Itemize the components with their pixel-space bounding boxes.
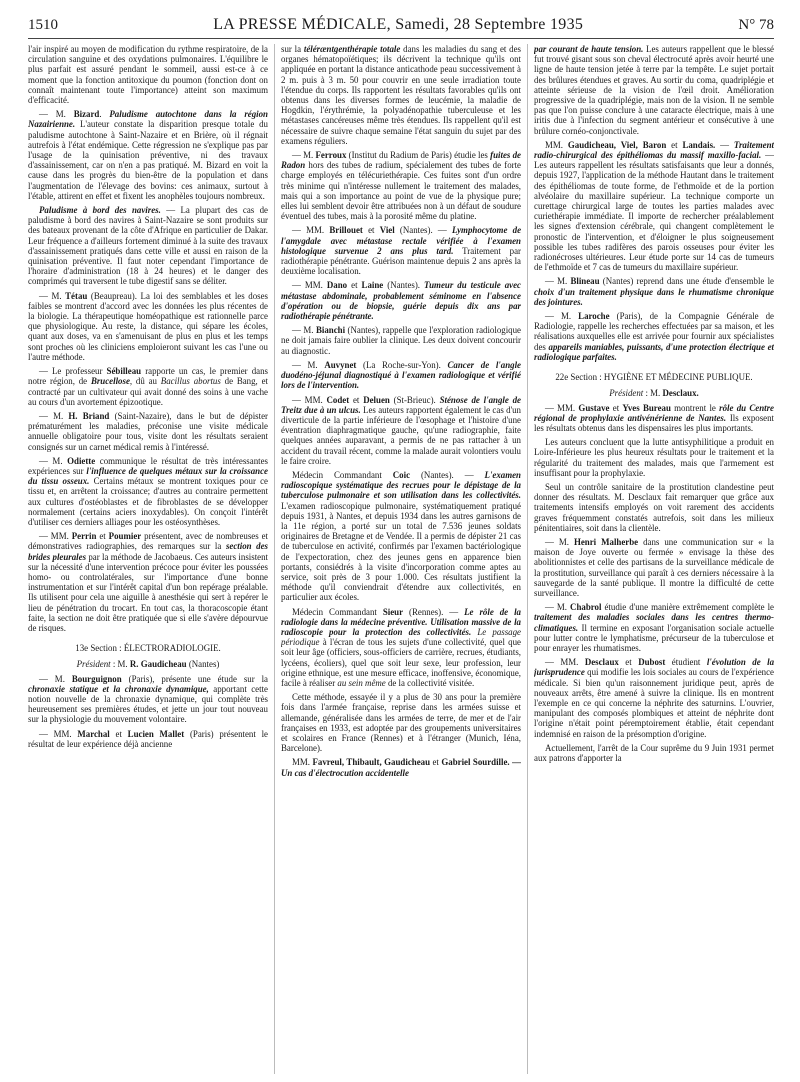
author-name: Brillouet xyxy=(329,225,363,236)
article-title: Tumeur du testicule avec métastase abdominale, probablement séminome en l'absence d'opération ou de biopsie, guérie depuis dix ans par radiothérapie pénétrante. xyxy=(281,280,521,322)
paragraph: MM. Gaudicheau, Viel, Baron et Landais. — Traitement radio-chirurgical des épithéliomas du massif maxillo-facial. — Les auteurs rappellent les résultats satisfaisants que leur a donnés, depuis 1927, l'application de la méthode Hautant dans le traitement des épithéliomas de toute forme, de l'ethmoïde et de la portion alvéolaire du maxillaire supérieur. La technique comporte un curettage chirurgical large de toutes les parties malades avec curiethérapie immédiate. Il importe de rechercher préalablement les signes d'extension cérébrale, qui changent complètement le pronostic de l'intervention, et d'éloigner le plus soigneusement possible les tubes radifères des parois osseuses pour éviter les radionécroses ultérieures. Leur étude porte sur 14 cas de tumeurs de l'ethmoïde et 7 cas de tumeurs du maxillaire supérieur. xyxy=(534,139,774,273)
author-name: Gabriel Sourdille. xyxy=(441,757,510,768)
paragraph: — MM. Codet et Deluen (St-Brieuc). Sténose de l'angle de Treitz due à un ulcus. Les auteurs rapportent également le cas d'un diverticule de la partie inférieure de l'œsophage et l'histoire d'une éventration diaphragmatique gauche, qu'une radiographie, faite quelques années auparavant, a permis de ne pas rattacher à un accident du travail récent, comme la malade aurait volontiers voulu le faire croire. xyxy=(281,394,521,466)
paragraph: — M. Laroche (Paris), de la Compagnie Générale de Radiologie, rappelle les recherches effectuées par sa maison, et les réalisations auxquelles elle est arrivée pour fournir aux spécialistes des appareils maniables, puissants, d'une protection électrique et radiologique parfaites. xyxy=(534,311,774,362)
author-name: Laroche xyxy=(578,311,610,322)
paragraph: Médecin Commandant Sieur (Rennes). — Le rôle de la radiologie dans la médecine préventive. Utilisation massive de la radioscopie pour la protection des collectivités. Le passage périodique à l'écran de tous les sujets d'une collectivité, quel que soit leur âge (officiers, sous-officiers de carrière, recrues, étudiants, lycéens, écoliers), quel que soit leur sexe, leur profession, leur origine ethnique, est une mesure efficace, inoffensive, économique, facile à réaliser au sein même de la collectivité visitée. xyxy=(281,606,521,688)
article-title: Le rôle de la radiologie dans la médecine préventive. Utilisation massive de la radioscopie pour la protection des collectivités. xyxy=(281,606,521,637)
paragraph: — M. Bianchi (Nantes), rappelle que l'exploration radiologique ne doit jamais faire oublier la clinique. Les deux doivent concourir au diagnostic. xyxy=(281,325,521,356)
paragraph: — Le professeur Sébilleau rapporte un cas, le premier dans notre région, de Brucellose, dû au Bacillus abortus de Bang, et contracté par un cultivateur qui avait donné des soins à une vache au cours d'un avortement épizootique. xyxy=(28,366,268,407)
author-name: Favreul, Thibault, Gaudicheau xyxy=(312,757,431,768)
author-name: Poumier xyxy=(108,531,142,542)
author-name: Coic xyxy=(392,469,411,480)
article-title: L'examen radioscopique systématique des recrues pour le dépistage de la tuberculose pulmonaire et son utilisation dans les collectivités. xyxy=(281,469,521,501)
page-header xyxy=(28,16,774,39)
paragraph: — M. Ferroux (Institut du Radium de Paris) étudie les fuites de Radon hors des tubes de radium, spécialement des tubes de forte charge employés en télécuriethérapie. Ces fuites sont d'un ordre très minime qui n'intéresse nullement le traitement des malades, mais qui a son importance au point de vue de la physique pure; elles lui semblent devoir être attribuées non à un défaut de soudure éventuel des tubes, mais à la porosité même du platine. xyxy=(281,150,521,222)
author-name: Gustave xyxy=(578,402,610,413)
article-title: appareils maniables, puissants, d'une protection électrique et radiologique parfaites. xyxy=(534,341,774,362)
author-name: Marchal xyxy=(77,728,110,739)
author-name: Bizard xyxy=(73,109,100,120)
section-president: Président : M. Desclaux. xyxy=(609,388,699,399)
article-title: l'influence de quelques métaux sur la croissance du tissu osseux. xyxy=(28,465,268,487)
paragraph: — M. Bizard. Paludisme autochtone dans la région Nazairienne. L'auteur constate la disparition presque totale du paludisme autochtone à Saint-Nazaire et en Brière, où il régnait autrefois à l'état endémique. Cette régression ne s'explique pas par l'usage de la quinisation préventive, ni des travaux d'assainissement, car on n'en a pas pratiqué. M. Bizard en voit la cause dans les progrès du bien-être de la population et dans l'augmentation de l'élevage des bovins: ces animaux, surtout à l'étable, attirent en effet et fixent les anophèles toujours nombreux. xyxy=(28,109,268,201)
paragraph: Paludisme à bord des navires. — La plupart des cas de paludisme à bord des navires à Saint-Nazaire se sont produits sur des bateaux provenant de la côte d'Afrique en particulier de Dakar. Leur fréquence a d'ailleurs fortement diminué à la suite des travaux d'assainissement pratiqués dans cette ville et aussi en raison de la quinisation préventive. Il faut noter cependant l'importance de l'horaire d'administration (18 à 24 heures) et le danger des comprimés qui traversent le tube digestif sans se déliter. xyxy=(28,205,268,287)
author-name: Viel xyxy=(379,225,395,236)
paragraph: — MM. Marchal et Lucien Mallet (Paris) présentent le résultat de leur expérience déjà ancienne xyxy=(28,728,268,749)
author-name: Landais. xyxy=(682,139,716,150)
section-president: Président : M. R. Gaudicheau (Nantes) xyxy=(76,659,220,670)
author-name: Desclaux xyxy=(584,657,619,668)
author-name: Laine xyxy=(361,280,384,291)
article-title: Lymphocytome de l'amygdale avec métastase rectale vérifiée à l'examen histologique survenue 2 ans plus tard. xyxy=(281,225,521,256)
column-right xyxy=(534,44,774,1074)
author-name: Gaudicheau, Viel, Baron xyxy=(567,139,667,150)
author-name: Ferroux xyxy=(315,150,347,161)
paragraph: sur la téléræntgenthérapie totale dans les maladies du sang et des organes hématopoïétiques; ils décrivent la technique qu'ils ont appliquée en portant la distance anticathode peau successivement à 2 m. puis à 3 m. 50 pour couvrir en une seule irradiation toute l'étendue du corps. Ils rapportent les résultats favorables qu'ils ont obtenus dans les diverses formes de leucémie, la maladie de Hogdkin, l'érythrémie, la polyadénopathie tuberculeuse et les métastases cancéreuses même très étendues. Ils rappellent qu'il est nécessaire de suivre chaque semaine l'état sanguin du sujet par des examens réguliers. xyxy=(281,44,521,146)
article-title: traitement des maladies sociales dans les centres thermo-climatiques. xyxy=(534,612,774,633)
author-name: Odiette xyxy=(67,455,96,466)
author-name: H. Briand xyxy=(68,410,110,421)
author-name: Lucien Mallet xyxy=(127,728,185,739)
paragraph: — MM. Dano et Laine (Nantes). Tumeur du testicule avec métastase abdominale, probablement séminome en l'absence d'opération ou de biopsie, guérie depuis dix ans par radiothérapie pénétrante. xyxy=(281,280,521,322)
article-title: Cancer de l'angle duodéno-jéjunal diagnostiqué à l'examen radiologique et vérifié lors de l'intervention. xyxy=(281,359,521,391)
author-name: Auvynet xyxy=(324,359,357,370)
issue-date: Samedi, 28 Septembre 1935 xyxy=(395,16,584,33)
paragraph: — MM. Perrin et Poumier présentent, avec de nombreuses et démonstratives radiographies, des remarques sur la section des brides pleurales par la méthode de Jacobaeus. Ces auteurs insistent sur la nécessité d'une intervention précoce pour éviter les poussées homo- ou controlatérales, sur l'importance d'une bonne instrumentation et sur l'intérêt capital d'un bon repérage préalable. Ils utilisent pour cela une aiguille à anesthésie qui sert à repérer le lieu de pénétration du trocart. En tout cas, la thoracoscopie étant faite, la section ne doit être pratiquée que si elle s'avère dépourvue de risques. xyxy=(28,531,268,633)
column-divider xyxy=(274,44,275,1074)
paragraph: MM. Favreul, Thibault, Gaudicheau et Gabriel Sourdille. — Un cas d'électrocution accidentelle xyxy=(281,757,521,778)
author-name: Sieur xyxy=(382,606,404,617)
article-title: — Un cas d'électrocution accidentelle xyxy=(281,757,521,778)
paragraph: Actuellement, l'arrêt de la Cour suprême du 9 Juin 1931 permet aux patrons d'apporter la xyxy=(534,742,774,763)
author-name: Dubost xyxy=(638,657,666,668)
paragraph: — M. Auvynet (La Roche-sur-Yon). Cancer de l'angle duodéno-jéjunal diagnostiqué à l'examen radiologique et vérifié lors de l'intervention. xyxy=(281,359,521,391)
author-name: Tétau xyxy=(65,290,88,301)
section-heading: 13e Section : ÉLECTRORADIOLOGIE. xyxy=(75,643,221,654)
column-middle xyxy=(281,44,521,1074)
author-name: Sébilleau xyxy=(106,366,142,377)
author-name: Chabrol xyxy=(570,602,602,613)
paragraph: Cette méthode, essayée il y a plus de 30 ans pour la première fois dans l'armée française, reprise dans les armées suisse et allemande, généralisée dans les armées de terre, de mer et de l'air françaises en 1933, est adoptée par des groupements universitaires et scolaires en France (Rennes) et à l'étranger (Munich, Iéna, Barcelone). xyxy=(281,692,521,754)
section-heading: 22e Section : HYGIÈNE ET MÉDECINE PUBLIQUE. xyxy=(555,372,753,383)
paragraph: Médecin Commandant Coic (Nantes). — L'examen radioscopique systématique des recrues pour le dépistage de la tuberculose pulmonaire et son utilisation dans les collectivités. L'examen radioscopique pulmonaire, systématiquement pratiqué depuis 1931, à Nantes, et depuis 1934 dans les autres garnisons de la 11e région, a porté sur un total de 7.536 jeunes soldats originaires de Bretagne et de Vendée. Il a permis de dépister 21 cas de tuberculose en activité, confirmés par l'examen bactériologique de l'expectoration, chez des jeunes gens en apparence bien portants, consiédrés à la visite d'incorporation comme aptes au service, soit près de 3 pour 1.000. Ces résultats justifient la méthode qu'il conviendrait d'étendre aux collectivités, en particulier aux écoles. xyxy=(281,469,521,603)
article-title: choix d'un traitement physique dans le rhumatisme chronique des jointures. xyxy=(534,286,774,307)
paragraph: — MM. Desclaux et Dubost étudient l'évolution de la jurisprudence qui modifie les lois sociales au cours de l'expérience médicale. Si bien qu'un raisonnement juridique peut, après de nouveaux arrêts, être amené à suivre la clinique. Ils en montrent l'exemple en ce qui concerne la néphrite des saturnins. L'ouvrier, manipulant des composés plombiques et atteint de néphrite dont l'origine n'était point péremptoirement établie, était cependant indemnisé en raison de la présomption d'origine. xyxy=(534,657,774,739)
author-name: Blineau xyxy=(570,276,600,287)
issue-number: N° 78 xyxy=(738,17,774,33)
article-title: l'évolution de la jurisprudence xyxy=(534,657,774,678)
paragraph: Les auteurs concluent que la lutte antisyphilitique a produit en Loire-Inférieure les plus heureux résultats pour le traitement et la régularité du traitement des malades, mais que l'armement est insuffisant pour la prophylaxie. xyxy=(534,437,774,478)
author-name: Deluen xyxy=(363,394,390,405)
paragraph: Seul un contrôle sanitaire de la prostitution clandestine peut donner des résultats. M. Desclaux fait remarquer que grâce aux traitements intensifs employés on voit rarement des accidents graves fréquemment constatés autrefois, soit dans les milieux pénitentiaires, soit dans la clientèle. xyxy=(534,481,774,533)
author-name: Bianchi xyxy=(315,325,346,336)
paragraph: — M. Bourguignon (Paris), présente une étude sur la chronaxie statique et la chronaxie dynamique, apportant cette notion nouvelle de la chronaxie dynamique, qui complète très heureusement ses premières études, et jette un jour tout nouveau sur la physiologie du mouvement volontaire. xyxy=(28,673,268,725)
article-title: Sténose de l'angle de Treitz due à un ulcus. xyxy=(281,394,521,415)
author-name: Dano xyxy=(326,280,348,291)
page-number: 1510 xyxy=(28,17,58,33)
paragraph: — MM. Gustave et Yves Bureau montrent le rôle du Centre régional de prophylaxie antivénérienne de Nantes. Ils exposent les résultats obtenus dans les dispensaires les plus importants. xyxy=(534,402,774,433)
author-name: Perrin xyxy=(71,531,97,542)
article-title: rôle du Centre régional de prophylaxie antivénérienne de Nantes. xyxy=(534,402,774,423)
paragraph: — M. Odiette communique le résultat de très intéressantes expériences sur l'influence de quelques métaux sur la croissance du tissu osseux. Certains métaux se montrent toxiques pour ce tissu et, en arrêtent la croissance; d'autres au contraire permettent aux cultures d'ostéoblastes et de fibroblastes de se développer normalement (certains aciers inoxydables). On conçoit l'intérêt d'utiliser ces derniers alliages pour les ostéosynthèses. xyxy=(28,455,268,527)
author-name: Henri Malherbe xyxy=(573,536,639,547)
column-left xyxy=(28,44,268,1074)
column-divider xyxy=(527,44,528,1074)
article-title: Brucellose xyxy=(90,376,130,387)
paragraph: — M. Henri Malherbe dans une communication sur « la maison de Joye ouverte ou fermée » envisage la thèse des abolitionnistes et celle des partisans de la surveillance médicale de la prostitution, surveillance qui paraît à ces derniers nécessaire à la sauvegarde de la santé publique. Il montre la difficulté de cette surveillance. xyxy=(534,536,774,598)
article-title: section des brides pleurales xyxy=(28,541,268,562)
paragraph: — M. Chabrol étudie d'une manière extrêmement complète le traitement des maladies sociales dans les centres thermo-climatiques. Il termine en exposant l'organisation sociale actuelle pour lutter contre le lymphatisme, précurseur de la tuberculose et pour enrayer les rhumatismes. xyxy=(534,602,774,653)
article-title: Paludisme autochtone dans la région Nazairienne. xyxy=(28,109,268,130)
author-name: Bourguignon xyxy=(71,673,122,684)
paragraph: l'air inspiré au moyen de modification du rythme respiratoire, de la circulation sanguine et des oxydations pulmonaires. L'équilibre le plus parfait est assuré pendant le sommeil, aussi est-ce à ce moment que la fonction antitoxique du poumon (fonction dont on connaît maintenant toute l'importance) atteint son maximum d'efficacité. xyxy=(28,44,268,106)
article-title: Paludisme à bord des navires. xyxy=(39,205,161,216)
article-title: par courant de haute tension. xyxy=(534,44,644,54)
journal-title-line xyxy=(213,16,583,34)
article-title: Traitement radio-chirurgical des épithéliomas du massif maxillo-facial. xyxy=(534,139,774,161)
paragraph: — MM. Brillouet et Viel (Nantes). — Lymphocytome de l'amygdale avec métastase rectale vérifiée à l'examen histologique survenue 2 ans plus tard. Traitement par radiothérapie pénétrante. Guérison maintenue depuis 2 ans après la deuxième localisation. xyxy=(281,225,521,277)
paragraph: — M. Tétau (Beaupreau). La loi des semblables et les doses faibles se montrent d'accord avec les données les plus récentes de la biologie. La thérapeutique homéopathique est rationnelle parce que physiologique. Au reste, la distance, qui sépare les écoles, quant aux doses, va en s'amenuisant de plus en plus et les temps sont proches où les cliniciens emploieront suivant les cas l'une ou l'autre méthode. xyxy=(28,290,268,362)
journal-title: LA PRESSE MÉDICALE, xyxy=(213,16,391,33)
article-title: chronaxie statique et la chronaxie dynamique, xyxy=(28,683,209,694)
author-name: Yves Bureau xyxy=(622,402,671,413)
paragraph: par courant de haute tension. Les auteurs rappellent que le blessé fut trouvé gisant sous son cheval électrocuté après avoir heurté une ligne de haute tension jetée à terre par la tempête. Le sujet portait des brûlures étendues et graves. Au sortir du coma, quadriplégie et atteinte sérieuse de la vision de l'œil droit. Amélioration progressive de la quadriplégie, mais non de la vision. Il ne semble pas que l'on puisse conclure à une cataracte électrique, mais à une iritis due à l'infection du segment antérieur et consécutive à une brûlure cornéo-conjonctivale. xyxy=(534,44,774,136)
article-title: téléræntgenthérapie totale xyxy=(303,44,401,54)
paragraph: — M. Blineau (Nantes) reprend dans une étude d'ensemble le choix d'un traitement physique dans le rhumatisme chronique des jointures. xyxy=(534,276,774,307)
article-title: fuites de Radon xyxy=(281,150,521,171)
author-name: Codet xyxy=(326,394,350,405)
paragraph: — M. H. Briand (Saint-Nazaire), dans le but de dépister prématurément les maladies, préconise une visite médicale annuelle obligatoire pour tous, visite dont les résultats seraient consignés sur un carnet médical remis à l'intéressé. xyxy=(28,410,268,452)
